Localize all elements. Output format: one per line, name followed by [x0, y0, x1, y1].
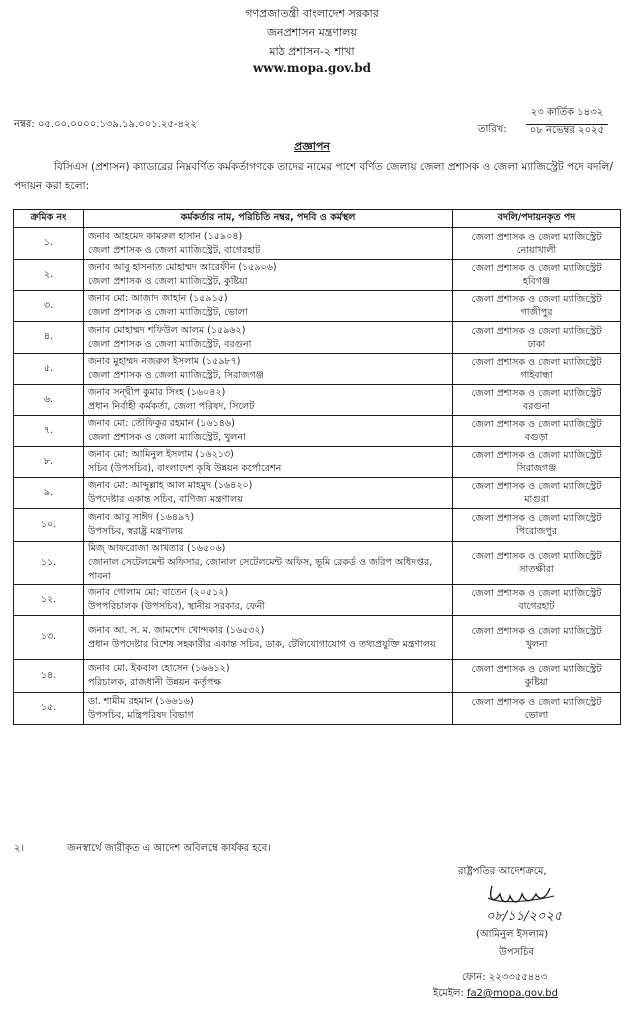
- row-officer: [84, 660, 453, 693]
- signature-date: ০৮/১১/২০২৫: [486, 909, 563, 924]
- table-row: [14, 322, 621, 354]
- row-serial: ৬.: [14, 385, 84, 416]
- posting-district: পিরোজপুর: [515, 526, 558, 537]
- posting-district: নোয়াখালী: [516, 244, 557, 256]
- signature-order-line: রাষ্ট্রপতির আদেশক্রমে,: [458, 866, 547, 877]
- posting-district: সিরাজগঞ্জ: [516, 463, 557, 474]
- date-bangla: ২৩ কার্তিক ১৪৩২: [526, 105, 608, 125]
- posting-district: গাইবান্ধা: [520, 370, 553, 381]
- row-officer: [84, 478, 453, 509]
- email-label: ইমেইল:: [433, 988, 464, 999]
- col-officer: কর্মকর্তার নাম, পরিচিতি নম্বর, পদবি ও কর্মস্থল: [84, 210, 453, 228]
- posting-district: গাজীপুর: [520, 307, 553, 318]
- posting-title: জেলা প্রশাসক ও জেলা ম্যাজিস্ট্রেট: [471, 294, 602, 305]
- date-english: ০৮ নভেম্বর ২০২৫: [529, 125, 605, 136]
- officer-name: জনাব মো: আমিনুল ইসলাম (১৬২১৩): [88, 449, 234, 460]
- row-officer: [84, 616, 453, 660]
- row-serial: ১১.: [14, 542, 84, 585]
- row-serial: ৯.: [14, 478, 84, 509]
- row-serial: ৩.: [14, 291, 84, 322]
- row-posting: [453, 416, 621, 447]
- row-officer: [84, 385, 453, 416]
- table-row: [14, 416, 621, 447]
- posting-title: জেলা প্রশাসক ও জেলা ম্যাজিস্ট্রেট: [471, 325, 602, 337]
- date-label: তারিখ:: [478, 124, 507, 135]
- row-serial: ১০.: [14, 509, 84, 542]
- page-title: প্রজ্ঞাপন: [294, 140, 330, 153]
- row-officer: [84, 542, 453, 585]
- row-serial: ১৪.: [14, 660, 84, 693]
- posting-title: জেলা প্রশাসক ও জেলা ম্যাজিস্ট্রেট: [471, 588, 602, 599]
- officer-current-post: জেলা প্রশাসক ও জেলা ম্যাজিস্ট্রেট, সিরাজগঞ্জ: [88, 370, 264, 381]
- header-branch: মাঠ প্রশাসন-২ শাখা: [269, 45, 355, 58]
- officer-name: মিজ্ আফরোজা আখতার (১৬৫০৬): [88, 543, 226, 554]
- officer-current-post: উপপরিচালক (উপসচিব), স্থানীয় সরকার, ফেনী: [88, 601, 265, 612]
- row-serial: ৫.: [14, 354, 84, 385]
- officer-name: জনাব মো: আব্দুল্লাহ আল মাহমুদ (১৬৪২০): [88, 480, 253, 491]
- table-header-row: [14, 210, 621, 228]
- row-posting: [453, 228, 621, 260]
- officer-current-post: প্রধান নির্বাহী কর্মকর্তা, জেলা পরিষদ, সিলেট: [88, 401, 255, 412]
- officer-name: জনাব আহমেদ কামরুল হাসান (১৫৯০৪): [88, 230, 243, 242]
- officer-current-post: উপসচিব, স্বরাষ্ট্র মন্ত্রণালয়: [88, 526, 184, 537]
- table-row: [14, 228, 621, 260]
- signer-email-row: [433, 986, 558, 1003]
- row-officer: [84, 260, 453, 291]
- para-2-text: জনস্বার্থে জারীকৃত এ আদেশ অবিলম্বে কার্যকর হবে।: [67, 843, 271, 854]
- officer-current-post: পরিচালক, রাজধানী উন্নয়ন কর্তৃপক্ষ: [88, 677, 222, 688]
- signer-phone: ফোন: ২২৩৩৫৫৪৪৩: [462, 972, 548, 983]
- posting-district: ঢাকা: [527, 338, 546, 350]
- officer-name: জনাব মো: তৌফিকুর রহমান (১৬১৪৬): [88, 418, 235, 429]
- row-posting: [453, 385, 621, 416]
- officer-current-post: উপসচিব, মন্ত্রিপরিষদ বিভাগ: [88, 709, 194, 721]
- officer-name: ডা. শামীম রহমান (১৬৬১৬): [88, 695, 194, 707]
- posting-title: জেলা প্রশাসক ও জেলা ম্যাজিস্ট্রেট: [471, 551, 602, 562]
- officer-current-post: জেলা প্রশাসক ও জেলা ম্যাজিস্ট্রেট, বরগুনা: [88, 338, 252, 350]
- header-ministry: জনপ্রশাসন মন্ত্রণালয়: [267, 26, 357, 39]
- signer-designation: উপসচিব: [499, 947, 535, 958]
- table-row: [14, 693, 621, 725]
- posting-district: ভোলা: [524, 709, 549, 721]
- posting-title: জেলা প্রশাসক ও জেলা ম্যাজিস্ট্রেট: [471, 696, 602, 708]
- row-posting: [453, 260, 621, 291]
- row-officer: [84, 693, 453, 725]
- officer-name: জনাব আ. স. ম. জামশেদ খোন্দকার (১৬৫৩২): [88, 624, 265, 636]
- table-row: [14, 447, 621, 478]
- row-serial: ৮.: [14, 447, 84, 478]
- header-website[interactable]: www.mopa.gov.bd: [252, 61, 372, 75]
- officer-current-post: প্রধান উপদেষ্টার বিশেষ সহকারীর একান্ত সচিব, ডাক, টেলিযোগাযোগ ও তথ্যপ্রযুক্তি মন্ত্রণালয়: [88, 638, 436, 650]
- row-posting: [453, 660, 621, 693]
- row-posting: [453, 616, 621, 660]
- row-posting: [453, 509, 621, 542]
- table-row: [14, 660, 621, 693]
- row-officer: [84, 447, 453, 478]
- row-posting: [453, 693, 621, 725]
- officer-name: জনাব মো. ইকবাল হোসেন (১৬৬১২): [88, 663, 230, 674]
- posting-title: জেলা প্রশাসক ও জেলা ম্যাজিস্ট্রেট: [471, 450, 602, 461]
- posting-district: খুলনা: [525, 638, 548, 650]
- row-serial: ১.: [14, 228, 84, 260]
- header-govt: গণপ্রজাতন্ত্রী বাংলাদেশ সরকার: [245, 7, 379, 20]
- table-row: [14, 385, 621, 416]
- row-posting: [453, 478, 621, 509]
- officer-current-post: সচিব (উপসচিব), বাংলাদেশ কৃষি উন্নয়ন কর্পোরেশন: [88, 463, 282, 474]
- intro-paragraph: বিসিএস (প্রশাসন) ক্যাডারের নিম্নবর্ণিত কর্মকর্তাগণকে তাদের নামের পাশে বর্ণিত জেলায় জেলা প্রশাসক ও জেলা ম্যাজিস্ট্রেট পদে বদলি/ পদায়ন করা হলো:: [14, 161, 613, 192]
- posting-district: সাতক্ষীরা: [519, 564, 554, 575]
- row-posting: [453, 322, 621, 354]
- officer-name: জনাব সন্দ্বীপ কুমার সিংহ (১৬০৪২): [88, 387, 226, 398]
- row-officer: [84, 354, 453, 385]
- transfer-table: [13, 209, 621, 725]
- posting-district: হবিগঞ্জ: [522, 276, 551, 287]
- officer-current-post: জেলা প্রশাসক ও জেলা ম্যাজিস্ট্রেট, ভোলা: [88, 307, 248, 318]
- officer-name: জনাব আবু সাঈদ (১৬৪৯৭): [88, 512, 195, 523]
- row-serial: ৪.: [14, 322, 84, 354]
- officer-name: জনাব মুহাম্মদ নজরুল ইসলাম (১৫৯৮৭): [88, 356, 241, 367]
- para-2-number: ২।: [14, 843, 25, 854]
- posting-title: জেলা প্রশাসক ও জেলা ম্যাজিস্ট্রেট: [471, 664, 602, 675]
- row-officer: [84, 322, 453, 354]
- para-2: [14, 841, 271, 858]
- memo-number: নম্বর: ০৫.০০.০০০০.১৩৯.১৯.০০১.২৫-৪২২: [14, 119, 198, 130]
- posting-title: জেলা প্রশাসক ও জেলা ম্যাজিস্ট্রেট: [471, 231, 602, 243]
- row-posting: [453, 354, 621, 385]
- email-link[interactable]: fa2@mopa.gov.bd: [466, 988, 558, 999]
- row-posting: [453, 542, 621, 585]
- row-serial: ১৫.: [14, 693, 84, 725]
- officer-name: জনাব গোলাম মো: বাতেন (২০৫১২): [88, 587, 229, 598]
- posting-title: জেলা প্রশাসক ও জেলা ম্যাজিস্ট্রেট: [471, 513, 602, 524]
- posting-district: বগুড়া: [524, 432, 549, 443]
- row-posting: [453, 291, 621, 322]
- posting-district: বরগুনা: [522, 401, 551, 412]
- row-officer: [84, 291, 453, 322]
- posting-title: জেলা প্রশাসক ও জেলা ম্যাজিস্ট্রেট: [471, 419, 602, 430]
- officer-current-post: জেলা প্রশাসক ও জেলা ম্যাজিস্ট্রেট, বাগেরহাট: [88, 244, 261, 256]
- officer-current-post: জেলা প্রশাসক ও জেলা ম্যাজিস্ট্রেট, খুলনা: [88, 432, 246, 443]
- col-serial: ক্রমিক নং: [14, 210, 84, 228]
- row-officer: [84, 228, 453, 260]
- row-posting: [453, 447, 621, 478]
- posting-district: মাগুরা: [524, 494, 549, 505]
- table-row: [14, 478, 621, 509]
- posting-title: জেলা প্রশাসক ও জেলা ম্যাজিস্ট্রেট: [471, 357, 602, 368]
- table-row: [14, 616, 621, 660]
- col-posting: বদলি/পদায়নকৃত পদ: [453, 210, 621, 228]
- officer-name: জনাব মো: আজাদ জাহান (১৫৯১৫): [88, 293, 228, 304]
- signer-name: (আমিনুল ইসলাম): [476, 929, 549, 940]
- officer-name: জনাব আবু হাসনাত মোহাম্মদ আরেফীন (১৫৯০৬): [88, 262, 277, 273]
- posting-title: জেলা প্রশাসক ও জেলা ম্যাজিস্ট্রেট: [471, 481, 602, 492]
- table-row: [14, 354, 621, 385]
- row-posting: [453, 585, 621, 616]
- table-row: [14, 585, 621, 616]
- officer-current-post: জেলা প্রশাসক ও জেলা ম্যাজিস্ট্রেট, কুষ্টিয়া: [88, 276, 248, 287]
- posting-title: জেলা প্রশাসক ও জেলা ম্যাজিস্ট্রেট: [471, 388, 602, 399]
- row-officer: [84, 509, 453, 542]
- table-row: [14, 291, 621, 322]
- officer-name: জনাব মোহাম্মদ শফিউল আলম (১৫৯৬২): [88, 324, 246, 336]
- row-officer: [84, 585, 453, 616]
- table-row: [14, 260, 621, 291]
- officer-current-post: জোনাল সেটেলমেন্ট অফিসার, জোনাল সেটেলমেন্ট অফিস, ভূমি রেকর্ড ও জরিপ অধিদপ্তর, পাবনা: [88, 557, 433, 582]
- row-serial: ১২.: [14, 585, 84, 616]
- row-officer: [84, 416, 453, 447]
- table-row: [14, 509, 621, 542]
- officer-current-post: উপদেষ্টার একান্ত সচিব, বাণিজ্য মন্ত্রণালয়: [88, 494, 243, 505]
- posting-title: জেলা প্রশাসক ও জেলা ম্যাজিস্ট্রেট: [471, 263, 602, 274]
- row-serial: ১৩.: [14, 616, 84, 660]
- posting-district: কুষ্টিয়া: [524, 677, 549, 688]
- row-serial: ২.: [14, 260, 84, 291]
- table-row: [14, 542, 621, 585]
- row-serial: ৭.: [14, 416, 84, 447]
- posting-title: জেলা প্রশাসক ও জেলা ম্যাজিস্ট্রেট: [471, 625, 602, 637]
- posting-district: বাগেরহাট: [518, 601, 555, 612]
